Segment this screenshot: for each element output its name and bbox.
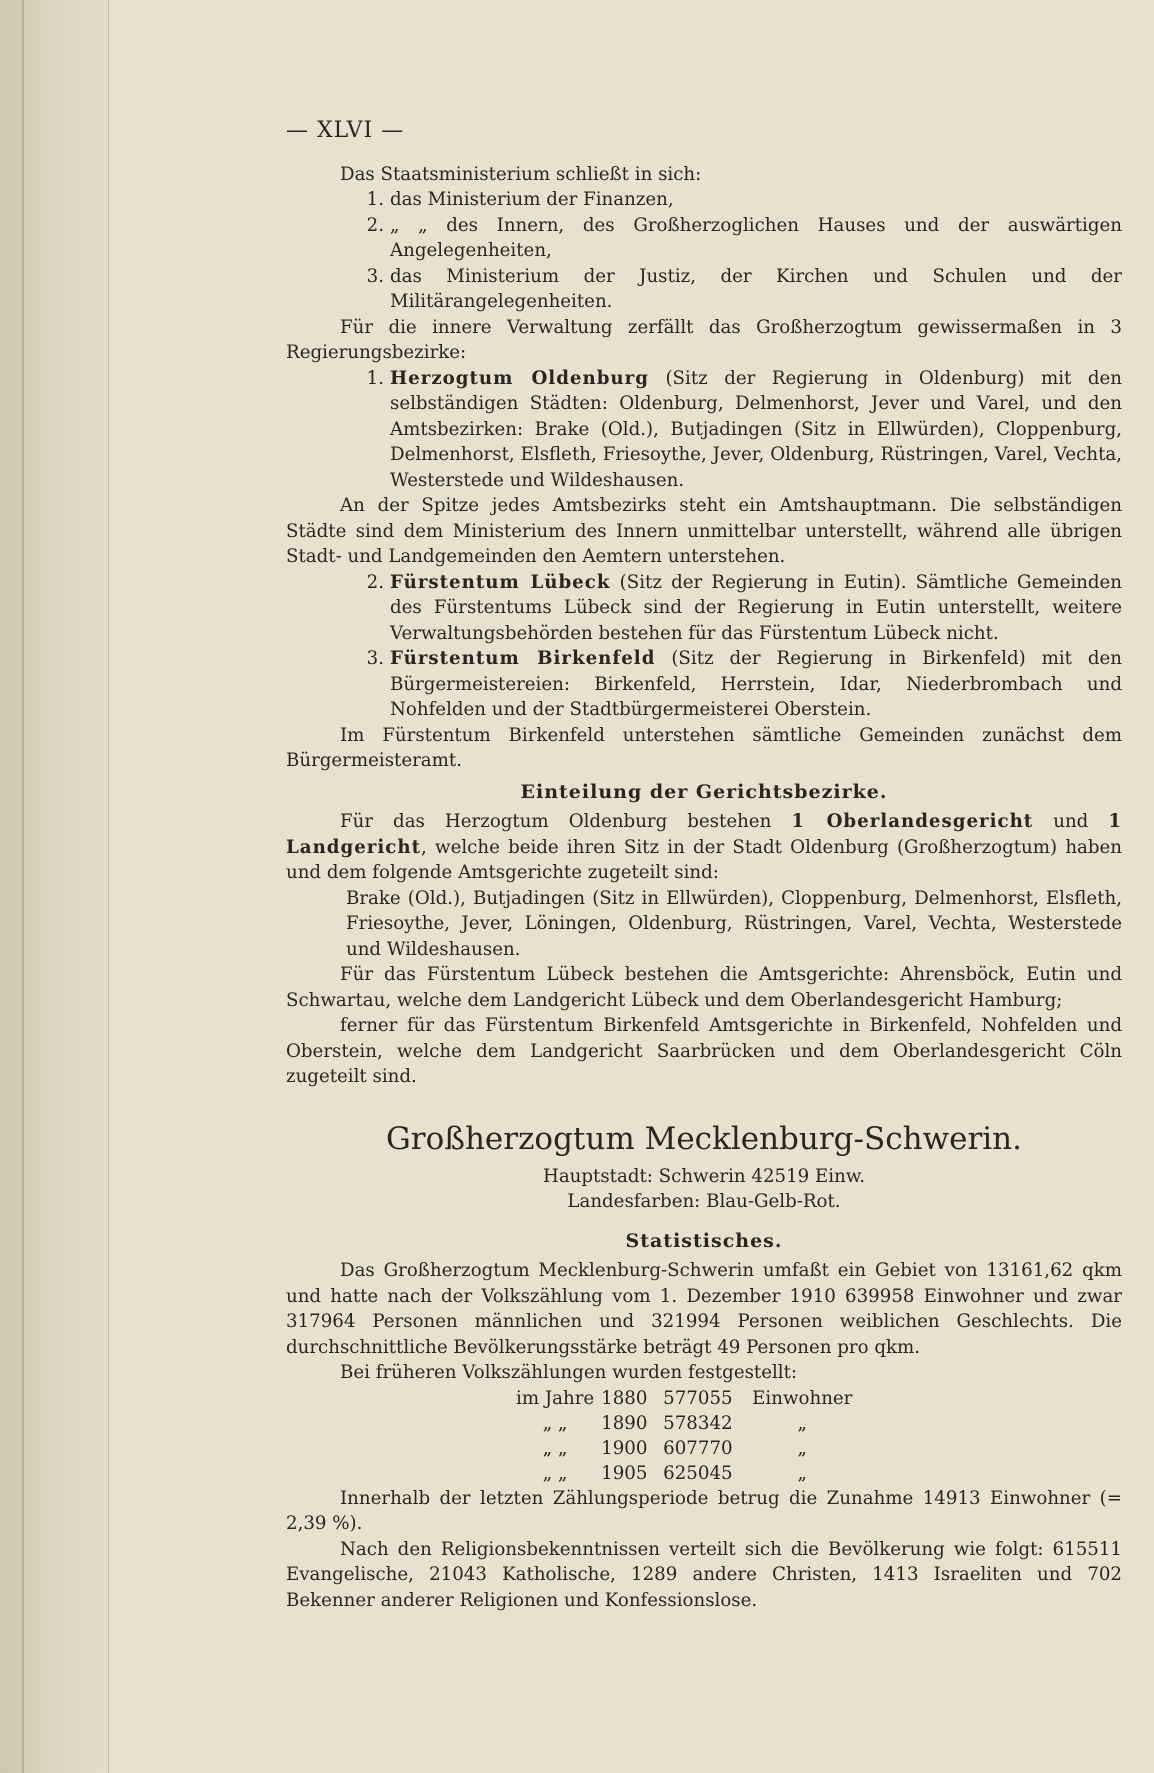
- district-item: 3. Fürstentum Birkenfeld (Sitz der Regierung in Birkenfeld) mit den Bürgermeistereien: Birkenfeld, Herrstein, Idar, Niederbrombach und Nohfelden und der Stadtbürgermeisterei Oberstein.: [366, 648, 1122, 720]
- court-list: Brake (Old.), Butjadingen (Sitz in Ellwürden), Cloppenburg, Delmenhorst, Elsfleth, Friesoythe, Jever, Löningen, Oldenburg, Rüstringen, Varel, Vechta, Westerstede und Wildeshausen.: [346, 887, 1122, 960]
- district-item: 1. Herzogtum Oldenburg (Sitz der Regierung in Oldenburg) mit den selbständigen Städten: Oldenburg, Delmenhorst, Jever und Varel, und den Amtsbezirken: Brake (Old.), Butjadingen (Sitz in Ellwürden), Cloppenburg, Delmenhorst, Elsfleth, Friesoythe, Jever, Oldenburg, Rüstringen, Varel, Vechta, Westerstede und Wildeshausen.: [366, 367, 1122, 491]
- court-paragraph: Für das Fürstentum Lübeck bestehen die Amtsgerichte: Ahrensböck, Eutin und Schwartau, welche dem Landgericht Lübeck und dem Oberlandesgericht Hamburg;: [286, 964, 1122, 1011]
- document-page: [286, 118, 1122, 1613]
- stats-paragraph: Bei früheren Volkszählungen wurden festgestellt:: [340, 1362, 798, 1383]
- ministry-list: [286, 187, 1122, 315]
- table-row: „ „ 1905 625045 „: [542, 1462, 807, 1484]
- capital-line: Hauptstadt: Schwerin 42519 Einw.: [542, 1165, 866, 1187]
- section-heading-stats: Statistisches.: [625, 1229, 783, 1252]
- census-table: [516, 1386, 859, 1486]
- table-row: im Jahre 1880 577055 Einwohner: [516, 1387, 853, 1409]
- religion-paragraph: Nach den Religionsbekenntnissen verteilt sich die Bevölkerung wie folgt: 615511 Evangelische, 21043 Katholische, 1289 andere Christen, 1413 Israeliten und 702 Bekenner anderer Religionen und Konfessionslose.: [286, 1538, 1122, 1611]
- court-paragraph: ferner für das Fürstentum Birkenfeld Amtsgerichte in Birkenfeld, Nohfelden und Oberstein, welche dem Landgericht Saarbrücken und dem Oberlandesgericht Cöln zugeteilt sind.: [286, 1015, 1122, 1087]
- amtshauptmann-note: An der Spitze jedes Amtsbezirks steht ein Amtshauptmann. Die selbständigen Städte sind dem Ministerium des Innern unmittelbar unterstellt, während alle übrigen Stadt- und Landgemeinden den Aemtern unterstehen.: [286, 495, 1122, 567]
- district-name: Fürstentum Birkenfeld: [390, 648, 656, 669]
- district-item: 2. Fürstentum Lübeck (Sitz der Regierung in Eutin). Sämtliche Gemeinden des Fürstentums Lübeck sind der Regierung in Eutin unterstellt, weitere Verwaltungsbehörden bestehen für das Fürstentum Lübeck nicht.: [366, 571, 1122, 644]
- stats-paragraph: Das Großherzogtum Mecklenburg-Schwerin umfaßt ein Gebiet von 13161,62 qkm und hatte nach der Volkszählung vom 1. Dezember 1910 639958 Einwohner und zwar 317964 Personen männlichen und 321994 Personen weiblichen Geschlechts. Die durchschnittliche Bevölkerungsstärke beträgt 49 Personen pro qkm.: [286, 1260, 1122, 1358]
- table-row: „ „ 1900 607770 „: [542, 1437, 807, 1459]
- table-row: „ „ 1890 578342 „: [542, 1412, 807, 1434]
- birkenfeld-note: Im Fürstentum Birkenfeld unterstehen sämtliche Gemeinden zunächst dem Bürgermeisteramt.: [286, 724, 1122, 771]
- list-item: 1. das Ministerium der Finanzen,: [366, 189, 674, 210]
- page-number: — XLVI —: [286, 118, 405, 143]
- court-paragraph: Für das Herzogtum Oldenburg bestehen 1 Oberlandesgericht und 1 Landgericht, welche beide ihren Sitz in der Stadt Oldenburg (Großherzogtum) haben und dem folgende Amtsgerichte zugeteilt sind:: [286, 811, 1123, 883]
- district-name: Herzogtum Oldenburg: [390, 367, 649, 389]
- book-binding-edge: [0, 0, 109, 1773]
- growth-paragraph: Innerhalb der letzten Zählungsperiode betrug die Zunahme 14913 Einwohner (= 2,39 %).: [286, 1487, 1122, 1534]
- ministry-intro: Das Staatsministerium schließt in sich:: [340, 163, 702, 185]
- list-item: 3. das Ministerium der Justiz, der Kirchen und Schulen und der Militärangelegenheiten.: [366, 265, 1122, 312]
- section-heading-courts: Einteilung der Gerichtsbezirke.: [520, 780, 888, 803]
- list-item: 2. „ „ des Innern, des Großherzoglichen Hauses und der auswärtigen Angelegenheiten,: [366, 214, 1122, 261]
- state-title: Großherzogtum Mecklenburg-Schwerin.: [386, 1120, 1022, 1157]
- colors-line: Landesfarben: Blau-Gelb-Rot.: [567, 1191, 841, 1212]
- admin-intro: Für die innere Verwaltung zerfällt das Großherzogtum gewissermaßen in 3 Regierungsbezirke:: [286, 316, 1122, 363]
- district-name: Fürstentum Lübeck: [390, 571, 611, 593]
